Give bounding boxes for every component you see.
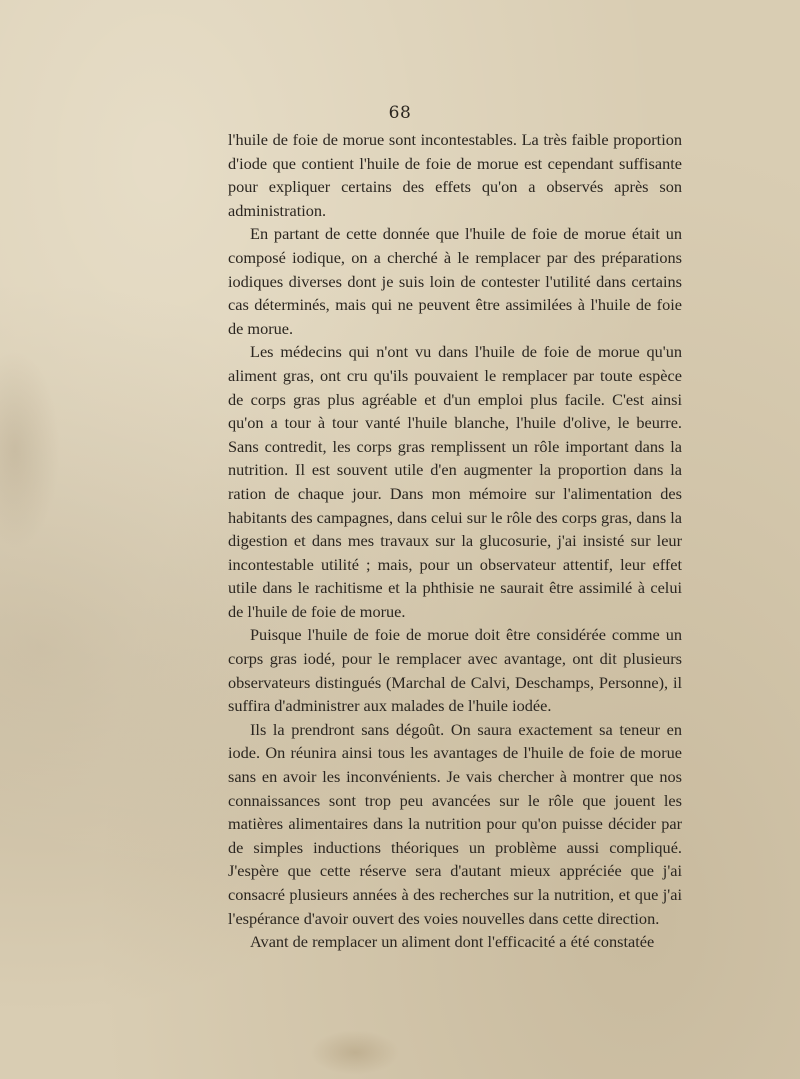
paragraph: Puisque l'huile de foie de morue doit être considérée comme un corps gras iodé, pour le remplacer avec avantage, ont dit plusieurs observateurs distingués (Marchal de Calvi, Deschamps, Personne), il suffira d'administrer aux malades de l'huile iodée. <box>228 625 682 716</box>
body-text <box>228 128 682 954</box>
paragraph: Ils la prendront sans dégoût. On saura exactement sa teneur en iode. On réunira ainsi tous les avantages de l'huile de foie de morue sans en avoir les inconvénients. Je vais chercher à montrer que nos connaissances sont trop peu avancées sur le rôle que jouent les matières alimentaires dans la nutrition pour qu'on puisse décider par de simples inductions théoriques un problème aussi compliqué. J'espère que cette réserve sera d'autant mieux appréciée que j'ai consacré plusieurs années à des recherches sur la nutrition, et que j'ai l'espérance d'avoir ouvert des voies nouvelles dans cette direction. <box>228 719 682 928</box>
paragraph: Les médecins qui n'ont vu dans l'huile de foie de morue qu'un aliment gras, ont cru qu'ils pouvaient le remplacer par toute espèce de corps gras plus agréable et d'un emploi plus facile. C'est ainsi qu'on a tour à tour vanté l'huile blanche, l'huile d'olive, le beurre. Sans contredit, les corps gras remplissent un rôle important dans la nutrition. Il est souvent utile d'en augmenter la proportion dans la ration de chaque jour. Dans mon mémoire sur l'alimentation des habitants des campagnes, dans celui sur le rôle des corps gras, dans la digestion et dans mes travaux sur la glucosurie, j'ai insisté sur leur incontestable utilité ; mais, pour un observateur attentif, leur effet utile dans le rachitisme et la phthisie ne saurait être assimilé à celui de l'huile de foie de morue. <box>228 342 682 621</box>
paragraph: l'huile de foie de morue sont incontestables. La très faible proportion d'iode que contient l'huile de foie de morue est cependant suffisante pour expliquer certains des effets qu'on a observés après son administration. <box>228 130 682 220</box>
paper-stain <box>0 350 60 550</box>
page-number: 68 <box>388 103 412 123</box>
paragraph: En partant de cette donnée que l'huile de foie de morue était un composé iodique, on a cherché à le remplacer par des préparations iodiques diverses dont je suis loin de contester l'utilité dans certains cas déterminés, mais qui ne peuvent être assimilées à l'huile de foie de morue. <box>228 224 682 338</box>
paper-stain <box>310 1030 400 1075</box>
paragraph: Avant de remplacer un aliment dont l'efficacité a été constatée <box>250 932 655 952</box>
